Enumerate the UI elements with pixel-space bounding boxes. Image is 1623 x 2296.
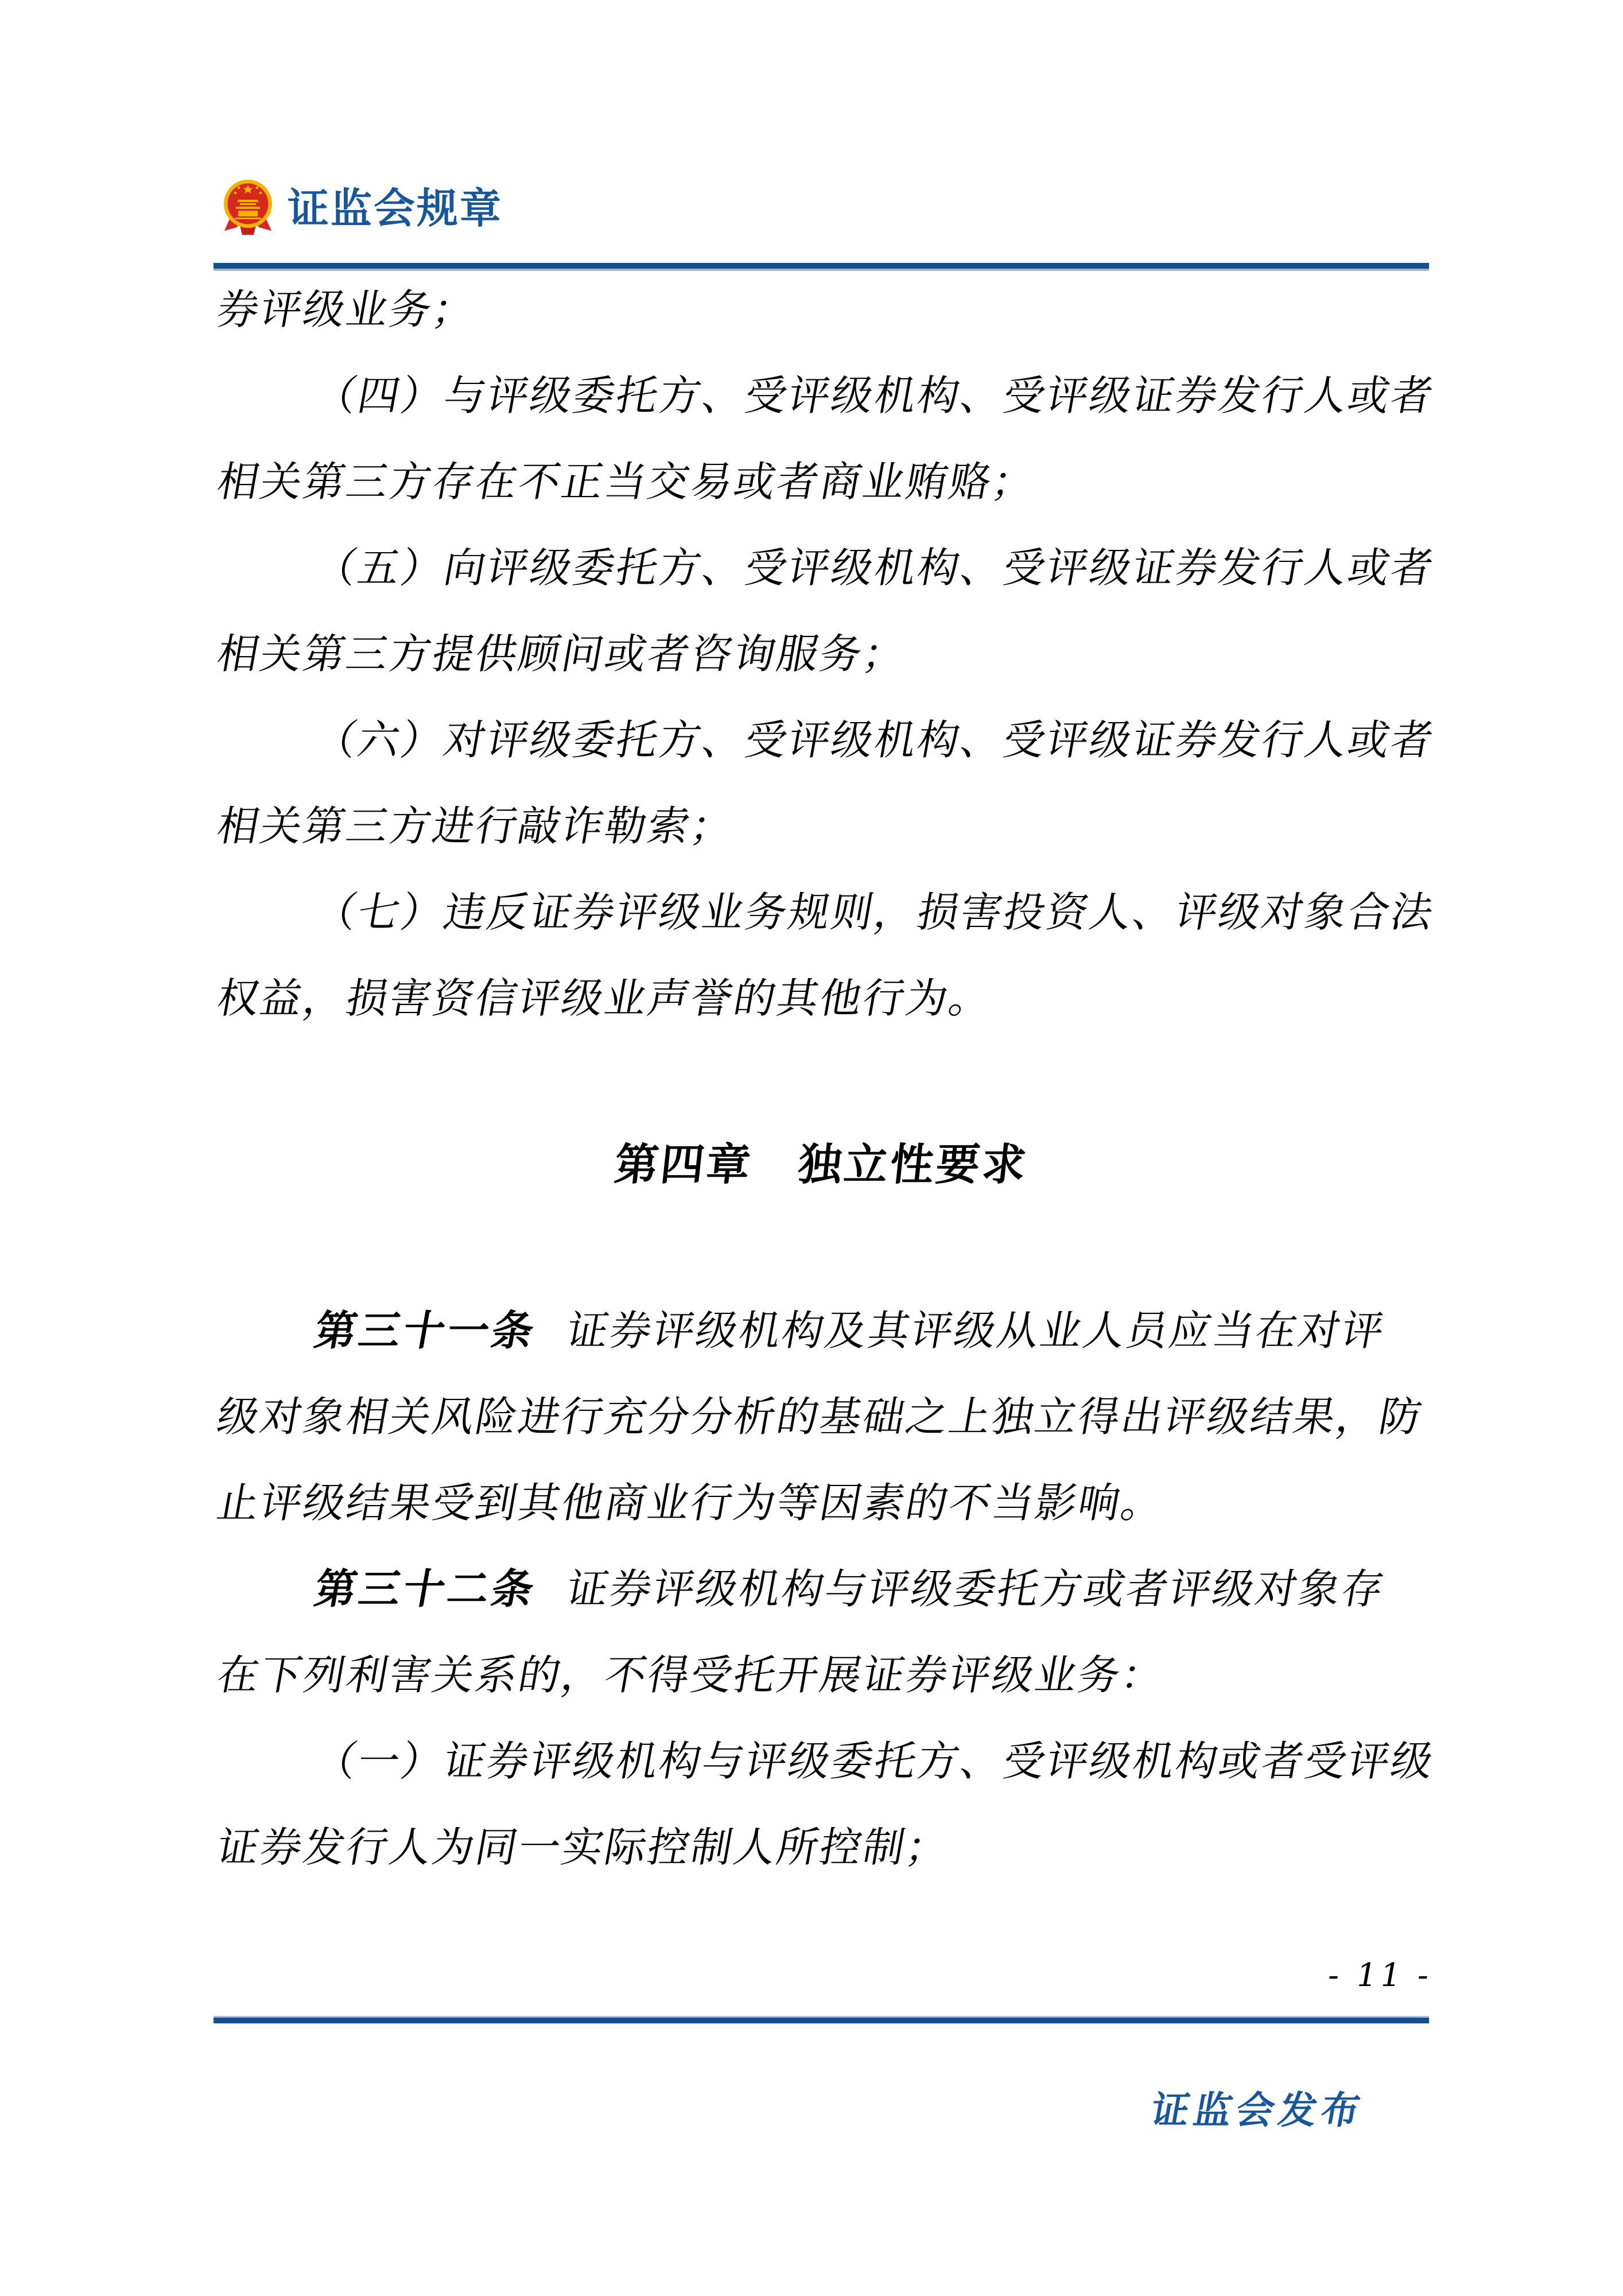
chapter-heading: 第四章 独立性要求 <box>612 1141 1031 1189</box>
national-emblem-icon <box>223 179 273 237</box>
body-line: （七）违反证券评级业务规则，损害投资人、评级对象合法 <box>311 890 1439 936</box>
body-line: （六）对评级委托方、受评级机构、受评级证券发行人或者 <box>311 718 1439 763</box>
body-line: 券评级业务； <box>213 287 480 333</box>
article-31-line: 止评级结果受到其他商业行为等因素的不当影响。 <box>213 1480 1169 1526</box>
article-number: 第三十一条 <box>311 1308 541 1354</box>
article-32-line: 证券发行人为同一实际控制人所控制； <box>213 1825 954 1871</box>
body-line: 相关第三方存在不正当交易或者商业贿赂； <box>213 459 1040 505</box>
body-line: 相关第三方进行敲诈勒索； <box>213 804 739 850</box>
body-line: （五）向评级委托方、受评级机构、受评级证券发行人或者 <box>311 545 1439 591</box>
page-number: - 11 - <box>1325 1957 1436 1994</box>
body-line: 相关第三方提供顾问或者咨询服务； <box>213 631 911 677</box>
article-text: 证券评级机构及其评级从业人员应当在对评 <box>563 1308 1389 1354</box>
issuer-label: 证监会发布 <box>1148 2090 1368 2132</box>
article-32-line <box>213 1566 1437 1612</box>
body-line: （四）与评级委托方、受评级机构、受评级证券发行人或者 <box>311 373 1439 419</box>
header-title: 证监会规章 <box>288 186 503 232</box>
article-31-line: 级对象相关风险进行充分分析的基础之上独立得出评级结果，防 <box>213 1394 1427 1440</box>
header-divider <box>213 263 1429 271</box>
article-32-line: 在下列利害关系的，不得受托开展证券评级业务： <box>213 1653 1169 1698</box>
article-32-line: （一）证券评级机构与评级委托方、受评级机构或者受评级 <box>311 1739 1439 1785</box>
body-line: 权益，损害资信评级业声誉的其他行为。 <box>213 976 997 1022</box>
article-number: 第三十二条 <box>311 1566 541 1612</box>
article-31-line <box>213 1308 1437 1354</box>
footer-divider <box>213 2016 1429 2023</box>
article-text: 证券评级机构与评级委托方或者评级对象存 <box>563 1566 1389 1612</box>
